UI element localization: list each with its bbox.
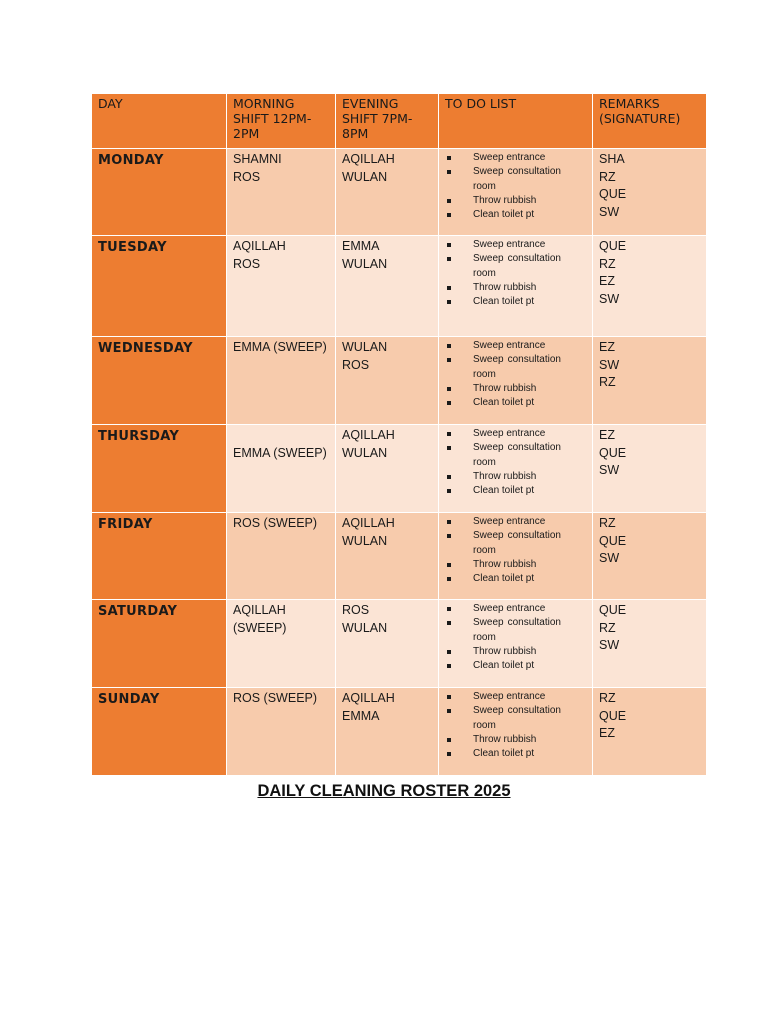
- todo-item: Sweep entrance: [467, 339, 586, 353]
- todo-cell: [439, 236, 593, 337]
- todo-item: Throw rubbish: [467, 382, 586, 396]
- todo-list: [445, 427, 586, 498]
- todo-item: Throw rubbish: [467, 558, 586, 572]
- morning-shift-cell: [227, 688, 336, 776]
- remarks-cell: [593, 600, 707, 688]
- todo-item: Sweep entrance: [467, 515, 586, 529]
- signature-initials: QUE: [599, 187, 627, 201]
- header-remarks: REMARKS (SIGNATURE): [593, 94, 707, 149]
- todo-cell: [439, 149, 593, 236]
- signature-initials: QUE: [599, 708, 627, 723]
- remarks-cell: [593, 337, 707, 425]
- todo-cell: [439, 688, 593, 776]
- todo-item: Sweep consultation room: [467, 165, 561, 194]
- evening-name: WULAN: [342, 445, 388, 460]
- morning-name: AQILLAH: [233, 239, 286, 253]
- roster-body: [92, 149, 707, 776]
- signature-initials: RZ: [599, 375, 616, 389]
- evening-name: EMMA: [342, 708, 380, 723]
- table-row: [92, 513, 707, 600]
- todo-item: Throw rubbish: [467, 194, 586, 208]
- signature-initials: QUE: [599, 445, 627, 460]
- signature-initials: QUE: [599, 533, 627, 548]
- morning-name: (SWEEP): [233, 620, 287, 635]
- day-cell: THURSDAY: [92, 425, 227, 513]
- morning-shift-cell: [227, 600, 336, 688]
- todo-item: Clean toilet pt: [467, 659, 586, 673]
- todo-item: Sweep consultation room: [467, 704, 561, 733]
- todo-item: Throw rubbish: [467, 645, 586, 659]
- day-cell: TUESDAY: [92, 236, 227, 337]
- todo-item: Clean toilet pt: [467, 747, 586, 761]
- todo-item: Sweep entrance: [467, 602, 586, 616]
- todo-item: Throw rubbish: [467, 470, 586, 484]
- evening-shift-cell: [336, 337, 439, 425]
- morning-name: ROS: [233, 169, 261, 184]
- header-day: DAY: [92, 94, 227, 149]
- todo-list: [445, 151, 586, 222]
- todo-item: Sweep entrance: [467, 238, 586, 252]
- day-cell: WEDNESDAY: [92, 337, 227, 425]
- table-row: [92, 236, 707, 337]
- remarks-cell: [593, 236, 707, 337]
- todo-item: Sweep consultation room: [467, 252, 561, 281]
- todo-item: Sweep entrance: [467, 690, 586, 704]
- morning-name: SHAMNI: [233, 152, 282, 166]
- evening-name: ROS: [342, 603, 370, 617]
- todo-item: Sweep entrance: [467, 427, 586, 441]
- evening-shift-cell: [336, 425, 439, 513]
- todo-cell: [439, 337, 593, 425]
- todo-item: Clean toilet pt: [467, 484, 586, 498]
- header-todo: TO DO LIST: [439, 94, 593, 149]
- signature-initials: RZ: [599, 691, 616, 705]
- evening-name: WULAN: [342, 340, 388, 354]
- signature-initials: SW: [599, 357, 620, 372]
- morning-shift-cell: [227, 149, 336, 236]
- evening-name: WULAN: [342, 620, 388, 635]
- signature-initials: SW: [599, 463, 620, 477]
- signature-initials: EZ: [599, 726, 615, 740]
- header-evening: EVENING SHIFT 7PM-8PM: [336, 94, 439, 149]
- evening-name: AQILLAH: [342, 516, 395, 530]
- todo-item: Clean toilet pt: [467, 295, 586, 309]
- page-title: DAILY CLEANING ROSTER 2025: [257, 782, 511, 800]
- todo-item: Sweep consultation room: [467, 616, 561, 645]
- day-cell: SATURDAY: [92, 600, 227, 688]
- evening-name: WULAN: [342, 533, 388, 548]
- signature-initials: RZ: [599, 620, 616, 635]
- morning-name: ROS: [233, 256, 261, 271]
- morning-name: ROS (SWEEP): [233, 691, 318, 705]
- signature-initials: EZ: [599, 274, 615, 288]
- todo-list: [445, 515, 586, 586]
- roster-table: [91, 93, 707, 776]
- evening-shift-cell: [336, 600, 439, 688]
- morning-name: AQILLAH: [233, 603, 286, 617]
- morning-shift-cell: [227, 425, 336, 513]
- remarks-cell: [593, 149, 707, 236]
- todo-item: Clean toilet pt: [467, 396, 586, 410]
- todo-cell: [439, 600, 593, 688]
- morning-shift-cell: [227, 236, 336, 337]
- signature-initials: SW: [599, 291, 620, 306]
- signature-initials: EZ: [599, 428, 615, 442]
- evening-name: WULAN: [342, 256, 388, 271]
- todo-item: Sweep consultation room: [467, 441, 561, 470]
- evening-name: AQILLAH: [342, 152, 395, 166]
- header-morning: MORNING SHIFT 12PM-2PM: [227, 94, 336, 149]
- todo-list: [445, 339, 586, 410]
- day-cell: MONDAY: [92, 149, 227, 236]
- evening-shift-cell: [336, 236, 439, 337]
- signature-initials: SW: [599, 204, 620, 219]
- evening-shift-cell: [336, 688, 439, 776]
- todo-list: [445, 238, 586, 309]
- todo-list: [445, 602, 586, 673]
- morning-shift-cell: [227, 337, 336, 425]
- day-cell: FRIDAY: [92, 513, 227, 600]
- morning-name: EMMA (SWEEP): [233, 340, 327, 354]
- signature-initials: RZ: [599, 169, 616, 184]
- morning-name: EMMA (SWEEP): [233, 445, 327, 460]
- signature-initials: EZ: [599, 340, 615, 354]
- todo-item: Clean toilet pt: [467, 208, 586, 222]
- evening-name: AQILLAH: [342, 691, 395, 705]
- evening-shift-cell: [336, 513, 439, 600]
- todo-item: Throw rubbish: [467, 733, 586, 747]
- signature-initials: RZ: [599, 516, 616, 530]
- todo-item: Sweep entrance: [467, 151, 586, 165]
- remarks-cell: [593, 425, 707, 513]
- todo-item: Throw rubbish: [467, 281, 586, 295]
- todo-item: Sweep consultation room: [467, 529, 561, 558]
- evening-name: WULAN: [342, 169, 388, 184]
- morning-name: ROS (SWEEP): [233, 516, 318, 530]
- signature-initials: SHA: [599, 152, 625, 166]
- remarks-cell: [593, 513, 707, 600]
- signature-initials: RZ: [599, 256, 616, 271]
- signature-initials: SW: [599, 638, 620, 652]
- todo-item: Clean toilet pt: [467, 572, 586, 586]
- evening-name: EMMA: [342, 239, 380, 253]
- evening-name: ROS: [342, 357, 370, 372]
- todo-cell: [439, 425, 593, 513]
- todo-cell: [439, 513, 593, 600]
- table-row: [92, 688, 707, 776]
- morning-name: [233, 427, 329, 445]
- signature-initials: QUE: [599, 239, 627, 253]
- table-row: [92, 337, 707, 425]
- todo-item: Sweep consultation room: [467, 353, 561, 382]
- evening-shift-cell: [336, 149, 439, 236]
- table-row: [92, 600, 707, 688]
- remarks-cell: [593, 688, 707, 776]
- evening-name: AQILLAH: [342, 428, 395, 442]
- day-cell: SUNDAY: [92, 688, 227, 776]
- signature-initials: QUE: [599, 603, 627, 617]
- signature-initials: SW: [599, 551, 620, 565]
- table-row: [92, 149, 707, 236]
- header-row: [92, 94, 707, 149]
- table-row: [92, 425, 707, 513]
- morning-shift-cell: [227, 513, 336, 600]
- todo-list: [445, 690, 586, 761]
